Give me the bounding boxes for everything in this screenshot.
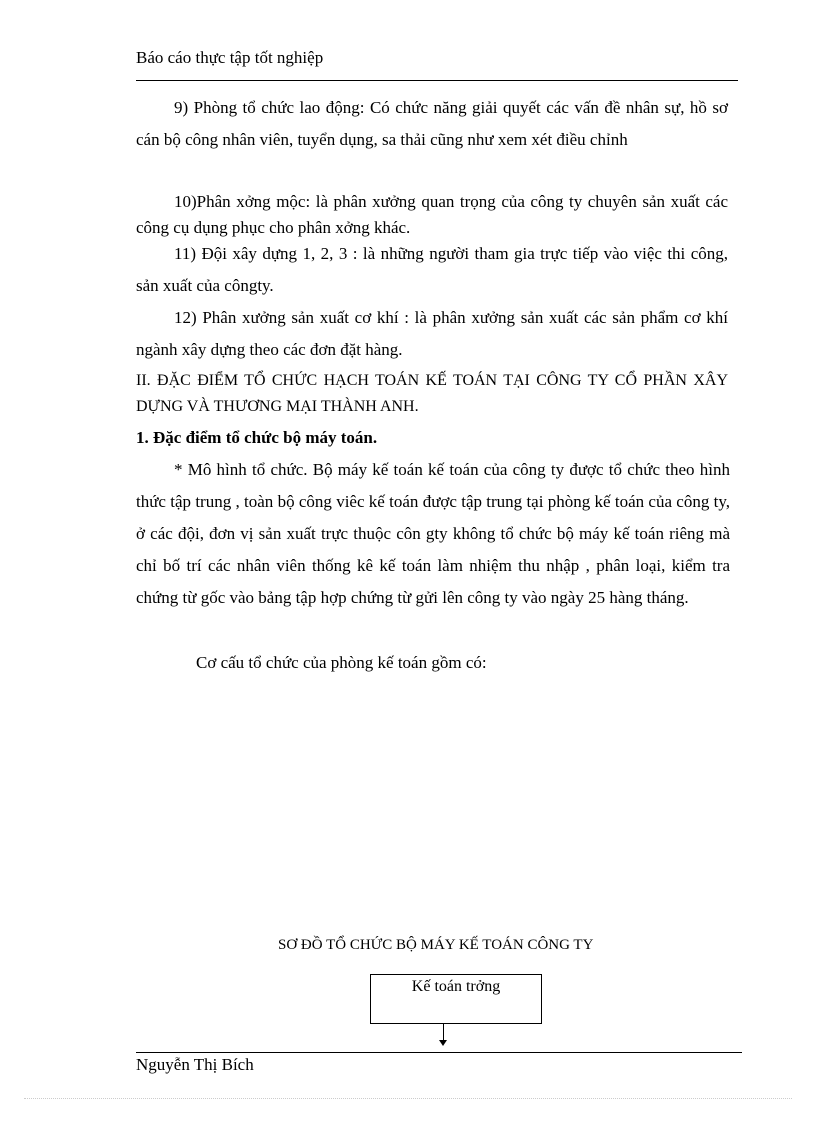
paragraph-10: 10)Phân xởng mộc: là phân xưởng quan trọng của công ty chuyên sản xuất các công cụ dụng phục cho phân xởng khác. (136, 192, 728, 237)
footer-divider (136, 1052, 742, 1053)
header-title: Báo cáo thực tập tốt nghiệp (136, 48, 324, 67)
paragraph-model: * Mô hình tổ chức. Bộ máy kế toán kế toán của công ty được tổ chức theo hình thức tập trung , toàn bộ công viêc kế toán được tập trung tại phòng kế toán của công ty, ở các đội, đơn vị sản xuất trực thuộc côn gty không tổ chức bộ máy kế toán riêng mà chỉ bố trí các nhân viên thống kê kế toán làm nhiệm thu nhập , phân loại, kiểm tra chứng từ gốc vào bảng tập hợp chứng từ gửi lên công ty vào ngày 25 hàng tháng. (136, 460, 730, 607)
section-heading: II. ĐẶC ĐIỂM TỔ CHỨC HẠCH TOÁN KẾ TOÁN TẠI CÔNG TY CỔ PHẦN XÂY DỰNG VÀ THƯƠNG MẠI THÀNH ANH. (136, 372, 728, 415)
paragraph-11: 11) Đội xây dựng 1, 2, 3 : là những người tham gia trực tiếp vào việc thi công, sản xuất của côngty. (136, 244, 728, 295)
footer-author: Nguyễn Thị Bích (136, 1055, 254, 1074)
page-edge-dots (24, 1098, 792, 1099)
chief-accountant-box (370, 974, 542, 1024)
subsection-heading: 1. Đặc điểm tổ chức bộ máy toán. (136, 428, 378, 447)
structure-intro: Cơ cấu tổ chức của phòng kế toán gồm có: (196, 653, 487, 672)
paragraph-9: 9) Phòng tổ chức lao động: Có chức năng giải quyết các vấn đề nhân sự, hồ sơ cán bộ công nhân viên, tuyển dụng, sa thải cũng như xem xét điều chỉnh (136, 98, 728, 149)
paragraph-12: 12) Phân xưởng sản xuất cơ khí : là phân xưởng sản xuất các sản phẩm cơ khí ngành xây dựng theo các đơn đặt hàng. (136, 308, 728, 359)
chief-accountant-label: Kế toán trởng (411, 978, 501, 995)
header-divider (136, 80, 738, 81)
diagram-title: SƠ ĐỒ TỔ CHỨC BỘ MÁY KẾ TOÁN CÔNG TY (278, 937, 594, 953)
arrow-down-icon (439, 1040, 447, 1046)
